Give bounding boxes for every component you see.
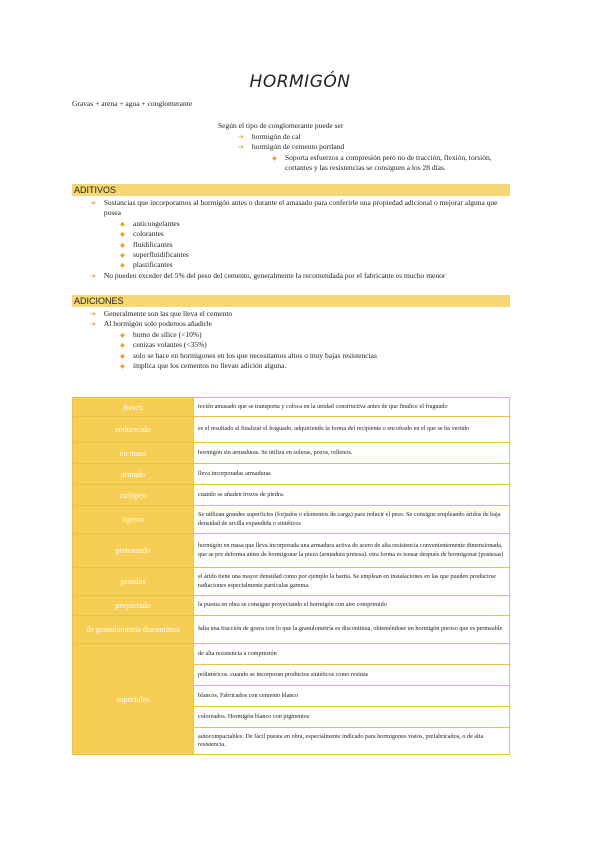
list-subitem (90, 351, 512, 361)
table-row (73, 534, 510, 568)
arrow-bullet-icon: ➔ (238, 132, 244, 141)
table-row (73, 506, 510, 534)
list-item-text: hormigón de cal (251, 131, 301, 141)
table-row (73, 568, 510, 596)
page-title: HORMIGÓN (249, 72, 351, 92)
table-value-cell: de alta resistencia a compresión (194, 644, 510, 665)
table-value-cell: Se utilizan grandes superficies (forjados o elementos de carga) para reducir el peso. Se consigue empleando áridos de baja densidad de arcilla expandida o sintéticos (194, 506, 510, 534)
list-subitem-text: Soporta esfuerzos a compresión pero no de tracción, flexión, torsión, cortantes y las resistencias se consiguen a los 28 días. (285, 152, 492, 172)
section-heading-aditivos: ADITIVOS (72, 184, 510, 196)
list-subitem (90, 240, 512, 250)
list-subitem-text: colorantes (133, 229, 164, 239)
table-row (73, 398, 510, 417)
list-subitem-text: superfluidificantes (133, 250, 189, 260)
list-subitem-text: fluidificantes (133, 239, 173, 249)
table-value-cell: hormigón en masa que lleva incorporada una armadura activa de acero de alta resistencia convenientemente dimensionada, que se pre deforma antes de hormigonar la pieza (armadura pretesa). otra forma es tensar después de hormigonar (postesas) (194, 534, 510, 568)
arrow-bullet-icon: ➔ (90, 199, 96, 207)
diamond-bullet-icon: ◆ (120, 341, 125, 350)
list-item-text: No pueden exceder del 5% del peso del cemento, generalmente la recomendada por el fabricante es mucho menor (103, 270, 446, 280)
table-key-cell: pesados (73, 568, 194, 596)
table-key-cell: pretensado (73, 534, 194, 568)
list-item-text: hormigón de cemento portland (251, 142, 345, 151)
list-subitem (90, 250, 512, 260)
arrow-bullet-icon: ➔ (238, 143, 244, 151)
diamond-bullet-icon: ◆ (120, 362, 125, 371)
diamond-bullet-icon: ◆ (120, 219, 125, 228)
table-key-cell: especiales (73, 644, 194, 755)
section-heading-adiciones: ADICIONES (72, 295, 510, 307)
list-subitem (90, 361, 512, 371)
list-subitem-text: plastificantes (133, 260, 173, 270)
table-value-cell: cuando se añaden trozos de piedra. (194, 485, 510, 506)
table-value-cell: falta una fracción de grava con lo que la granulometría es discontinua, obteniéndose un hormigón poroso que es permeable (194, 616, 510, 644)
list-item (90, 271, 512, 281)
table-value-cell: blancos. Fabricados con cemento blanco (194, 686, 510, 707)
table-key-cell: fresco (73, 398, 194, 417)
list-item-text: Al hormigón solo podemos añadirle (103, 319, 212, 329)
list-subitem-text: implica que los cementos no llevan adición alguna. (133, 361, 287, 371)
adiciones-section (90, 309, 512, 371)
list-subitem-text: solo se hace en hormigones en los que necesitamos altos o muy bajas resistencias (133, 350, 377, 360)
list-subitem (90, 229, 512, 239)
table-row (73, 616, 510, 644)
diamond-bullet-icon: ◆ (120, 351, 125, 360)
table-key-cell: en masa (73, 443, 194, 464)
list-subitem-text: cenizas volantes (<35%) (133, 340, 207, 350)
table-value-cell: es el resultado al finalizar el fraguado, adquiriendo la forma del recipiente o encofrado en el que se ha vertido (194, 417, 510, 443)
table-key-cell: ciclópeo (73, 485, 194, 506)
table-key-cell: endurecido (73, 417, 194, 443)
hormigon-types-table (72, 397, 510, 755)
conglomerante-heading: Según el tipo de conglomerante puede ser (218, 121, 344, 130)
list-item (90, 198, 512, 219)
list-item (90, 309, 512, 319)
diamond-bullet-icon: ◆ (120, 240, 125, 249)
list-subitem-text: anticongelantes (133, 218, 180, 228)
list-item-text: Sustancias que incorporamos al hormigón antes o durante el amasado para conferirle una propiedad adicional o mejorar alguna que posea (103, 198, 498, 218)
conglomerante-section (218, 121, 508, 174)
table-row (73, 485, 510, 506)
aditivos-section (90, 198, 512, 281)
table-value-cell: recién amasado que se transporta y coloca en la unidad constructiva antes de que finalice el fraguado (194, 398, 510, 417)
arrow-bullet-icon: ➔ (90, 320, 96, 329)
table-value-cell: autocompactables. De fácil puesta en obra, especialmente indicado para hormigones vistos, prefabricados, o de alta resistencia. (194, 728, 510, 755)
list-subitem (90, 340, 512, 350)
diamond-bullet-icon: ◆ (120, 230, 125, 239)
table-value-cell: lleva incorporadas armaduras (194, 464, 510, 485)
list-subitem-text: humo de sílice (<10%) (133, 329, 202, 339)
table-key-cell: proyectado (73, 596, 194, 616)
list-subitem (218, 153, 508, 174)
table-value-cell: la puesta en obra se consigue proyectando el hormigón con aire comprimido (194, 596, 510, 616)
list-item (90, 319, 512, 329)
table-value-cell: hormigón sin armaduras. Se utiliza en soleras, pozos, rellenos. (194, 443, 510, 464)
arrow-bullet-icon: ➔ (90, 271, 96, 280)
list-item (218, 142, 508, 153)
table-row (73, 464, 510, 485)
table-key-cell: de granulometría discontinua (73, 616, 194, 644)
diamond-bullet-icon: ◆ (120, 261, 125, 270)
table-row (73, 596, 510, 616)
table-key-cell: ligeros (73, 506, 194, 534)
table-value-cell: coloreados. Hormigón blanco con pigmentos (194, 707, 510, 728)
table-row (73, 443, 510, 464)
diamond-bullet-icon: ◆ (272, 153, 277, 162)
list-item (218, 132, 508, 143)
table-row (73, 417, 510, 443)
diamond-bullet-icon: ◆ (120, 330, 125, 339)
intro-formula: Gravas + arena + agua + conglomerante (72, 99, 193, 108)
list-item-text: Generalmente son las que lleva el cemento (103, 309, 233, 318)
list-subitem (90, 330, 512, 340)
diamond-bullet-icon: ◆ (120, 251, 125, 260)
arrow-bullet-icon: ➔ (90, 310, 96, 318)
list-subitem (90, 219, 512, 229)
table-value-cell: el árido tiene una mayor densidad como por ejemplo la barita. Se emplean en instalaciones en las que pueden producirse radiaciones especialmente partículas gamma. (194, 568, 510, 596)
list-subitem (90, 260, 512, 270)
table-key-cell: armado (73, 464, 194, 485)
table-row (73, 644, 510, 665)
table-value-cell: poliméricos. cuando se incorporan productos sintéticos como resinas (194, 665, 510, 686)
